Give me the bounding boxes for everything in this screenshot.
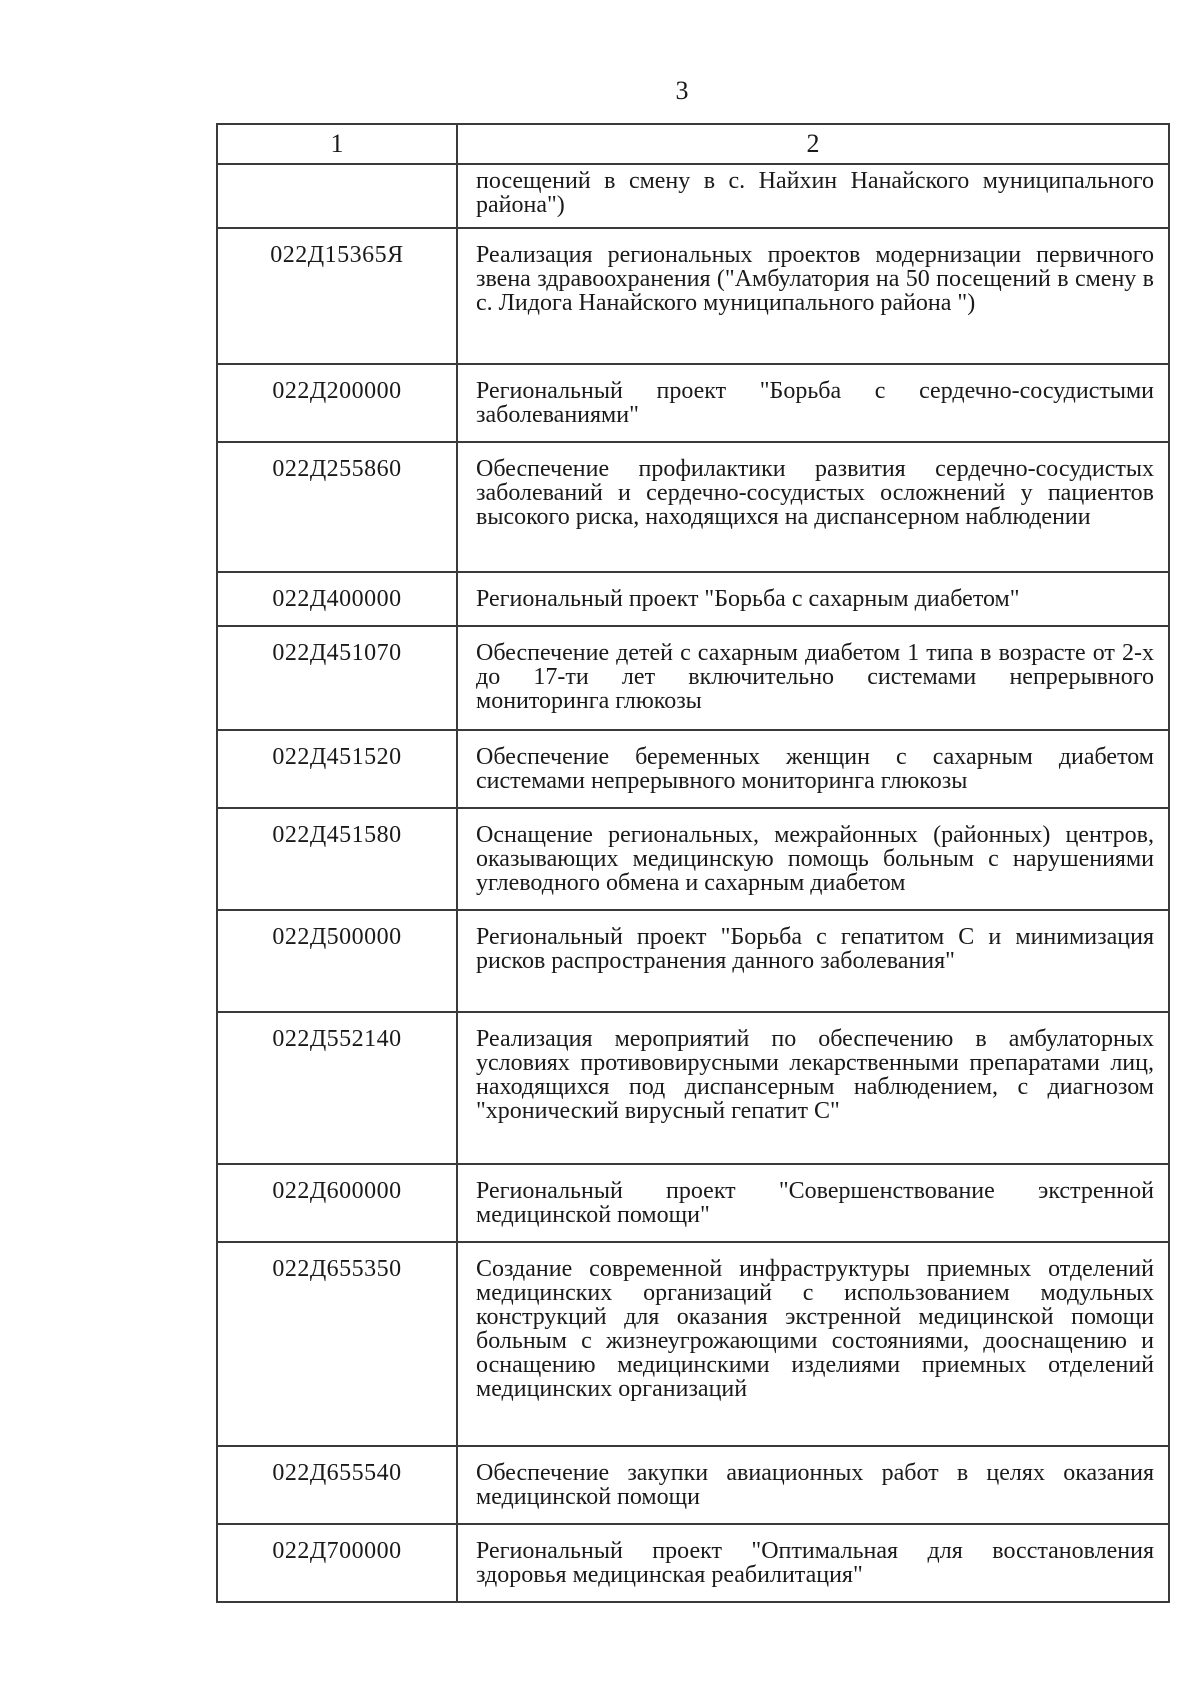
row-description: Реализация региональных проектов модернизации первичного звена здравоохранения ("Амбулатория на 50 посещений в смену в с. Лидога Нанайского муниципального района ") <box>457 228 1169 364</box>
table-row <box>217 442 1169 572</box>
row-description: Региональный проект "Борьба с сахарным диабетом" <box>457 572 1169 626</box>
table-row <box>217 1524 1169 1602</box>
row-description: Обеспечение детей с сахарным диабетом 1 типа в возрасте от 2-х до 17-ти лет включительно системами непрерывного мониторинга глюкозы <box>457 626 1169 730</box>
row-description: Региональный проект "Совершенствование экстренной медицинской помощи" <box>457 1164 1169 1242</box>
column-header-1: 1 <box>217 124 457 164</box>
table-row <box>217 364 1169 442</box>
row-code <box>217 164 457 228</box>
table-row <box>217 164 1169 228</box>
row-description: посещений в смену в с. Найхин Нанайского муниципального района") <box>457 164 1169 228</box>
budget-codes-table <box>216 123 1170 1603</box>
row-code: 022Д400000 <box>217 572 457 626</box>
row-code: 022Д700000 <box>217 1524 457 1602</box>
table-row <box>217 1446 1169 1524</box>
row-code: 022Д451580 <box>217 808 457 910</box>
column-header-2: 2 <box>457 124 1169 164</box>
page-number: 3 <box>675 76 689 105</box>
table-row <box>217 626 1169 730</box>
row-code: 022Д552140 <box>217 1012 457 1164</box>
row-code: 022Д655540 <box>217 1446 457 1524</box>
row-code: 022Д15365Я <box>217 228 457 364</box>
table-row <box>217 1242 1169 1446</box>
row-code: 022Д255860 <box>217 442 457 572</box>
row-description: Оснащение региональных, межрайонных (районных) центров, оказывающих медицинскую помощь больным с нарушениями углеводного обмена и сахарным диабетом <box>457 808 1169 910</box>
row-description: Региональный проект "Оптимальная для восстановления здоровья медицинская реабилитация" <box>457 1524 1169 1602</box>
row-code: 022Д451520 <box>217 730 457 808</box>
row-description: Региональный проект "Борьба с гепатитом С и минимизация рисков распространения данного заболевания" <box>457 910 1169 1012</box>
table-row <box>217 1164 1169 1242</box>
table-row <box>217 228 1169 364</box>
row-description: Региональный проект "Борьба с сердечно-сосудистыми заболеваниями" <box>457 364 1169 442</box>
table-row <box>217 730 1169 808</box>
row-description: Обеспечение закупки авиационных работ в целях оказания медицинской помощи <box>457 1446 1169 1524</box>
row-code: 022Д451070 <box>217 626 457 730</box>
table-row <box>217 910 1169 1012</box>
row-description: Создание современной инфраструктуры приемных отделений медицинских организаций с использованием модульных конструкций для оказания экстренной медицинской помощи больным с жизнеугрожающими состояниями, дооснащению и оснащению медицинскими изделиями приемных отделений медицинских организаций <box>457 1242 1169 1446</box>
table-header-row <box>217 124 1169 164</box>
row-code: 022Д500000 <box>217 910 457 1012</box>
row-code: 022Д600000 <box>217 1164 457 1242</box>
row-code: 022Д200000 <box>217 364 457 442</box>
row-description: Реализация мероприятий по обеспечению в амбулаторных условиях противовирусными лекарственными препаратами лиц, находящихся под диспансерным наблюдением, с диагнозом "хронический вирусный гепатит С" <box>457 1012 1169 1164</box>
table-row <box>217 1012 1169 1164</box>
table-row <box>217 572 1169 626</box>
row-code: 022Д655350 <box>217 1242 457 1446</box>
row-description: Обеспечение беременных женщин с сахарным диабетом системами непрерывного мониторинга глюкозы <box>457 730 1169 808</box>
table-row <box>217 808 1169 910</box>
row-description: Обеспечение профилактики развития сердечно-сосудистых заболеваний и сердечно-сосудистых осложнений у пациентов высокого риска, находящихся на диспансерном наблюдении <box>457 442 1169 572</box>
